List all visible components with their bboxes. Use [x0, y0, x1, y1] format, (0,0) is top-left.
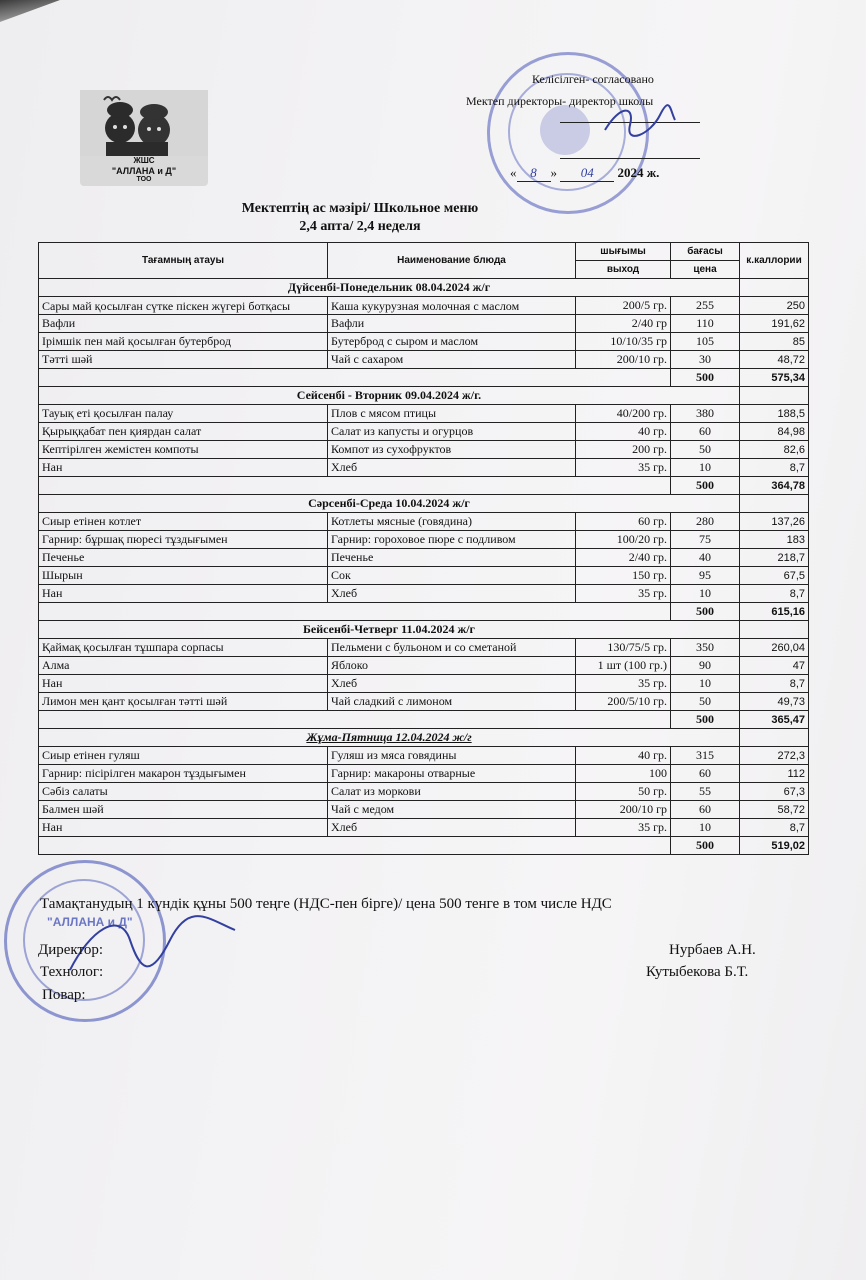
menu-item-row: [39, 333, 809, 351]
dish-name-kz: Шырын: [39, 567, 328, 585]
dish-yield: 200/5 гр.: [576, 297, 671, 315]
dish-kcal: 218,7: [740, 549, 809, 567]
header-price-kz: бағасы: [671, 243, 740, 261]
dish-name-ru: Котлеты мясные (говядина): [328, 513, 576, 531]
dish-yield: 60 гр.: [576, 513, 671, 531]
menu-item-row: [39, 405, 809, 423]
dish-name-kz: Алма: [39, 657, 328, 675]
dish-price: 10: [671, 585, 740, 603]
dish-price: 50: [671, 693, 740, 711]
dish-price: 40: [671, 549, 740, 567]
dish-kcal: 137,26: [740, 513, 809, 531]
dish-name-ru: Плов с мясом птицы: [328, 405, 576, 423]
dish-name-kz: Лимон мен қант қосылған тәтті шәй: [39, 693, 328, 711]
day-total-price: 500: [671, 477, 740, 495]
dish-name-kz: Сары май қосылған сүтке піскен жүгері ботқасы: [39, 297, 328, 315]
dish-kcal: 8,7: [740, 819, 809, 837]
day-header-row: [39, 387, 809, 405]
day-header-row: [39, 495, 809, 513]
dish-yield: 130/75/5 гр.: [576, 639, 671, 657]
day-header-row: [39, 729, 809, 747]
menu-item-row: [39, 315, 809, 333]
day-title-empty: [740, 279, 809, 297]
menu-item-row: [39, 639, 809, 657]
logo-text-line3: ТОО: [136, 176, 152, 183]
dish-yield: 2/40 гр: [576, 315, 671, 333]
dish-yield: 200/10 гр.: [576, 351, 671, 369]
dish-yield: 2/40 гр.: [576, 549, 671, 567]
dish-name-kz: Тәтті шәй: [39, 351, 328, 369]
approval-date: « 8 » 04 2024 ж.: [510, 165, 660, 180]
dish-name-ru: Сок: [328, 567, 576, 585]
dish-name-kz: Кептірілген жемістен компоты: [39, 441, 328, 459]
day-title: Сейсенбі - Вторник 09.04.2024 ж/г.: [39, 387, 740, 405]
dish-kcal: 8,7: [740, 459, 809, 477]
day-total-kcal: 365,47: [740, 711, 809, 729]
menu-item-row: [39, 783, 809, 801]
dish-name-kz: Қаймақ қосылған тұшпара сорпасы: [39, 639, 328, 657]
dish-kcal: 8,7: [740, 585, 809, 603]
dish-kcal: 58,72: [740, 801, 809, 819]
menu-item-row: [39, 351, 809, 369]
day-total-price: 500: [671, 837, 740, 855]
dish-name-ru: Компот из сухофруктов: [328, 441, 576, 459]
dish-name-ru: Салат из моркови: [328, 783, 576, 801]
dish-name-ru: Печенье: [328, 549, 576, 567]
dish-price: 60: [671, 765, 740, 783]
dish-name-ru: Яблоко: [328, 657, 576, 675]
day-total-price: 500: [671, 711, 740, 729]
dish-yield: 200 гр.: [576, 441, 671, 459]
dish-price: 50: [671, 441, 740, 459]
dish-name-kz: Нан: [39, 819, 328, 837]
menu-title: Мектептің ас мәзірі/ Школьное меню: [241, 201, 479, 216]
day-title-empty: [740, 729, 809, 747]
day-total-price: 500: [671, 603, 740, 621]
header-kcal: к.каллории: [740, 243, 809, 279]
day-total-kcal: 364,78: [740, 477, 809, 495]
director-name: Нурбаев А.Н.: [669, 942, 756, 958]
dish-kcal: 49,73: [740, 693, 809, 711]
dish-yield: 50 гр.: [576, 783, 671, 801]
company-logo: [80, 90, 208, 186]
total-empty: [39, 477, 671, 495]
dish-price: 10: [671, 459, 740, 477]
dish-yield: 200/10 гр: [576, 801, 671, 819]
dish-yield: 40 гр.: [576, 423, 671, 441]
dish-name-ru: Бутерброд с сыром и маслом: [328, 333, 576, 351]
date-day: 8: [517, 165, 551, 182]
day-title: Сәрсенбі-Среда 10.04.2024 ж/г: [39, 495, 740, 513]
menu-item-row: [39, 693, 809, 711]
menu-item-row: [39, 747, 809, 765]
dish-name-kz: Нан: [39, 585, 328, 603]
approval-agreed: Келісілген- согласовано: [532, 72, 654, 86]
dish-yield: 35 гр.: [576, 585, 671, 603]
dish-price: 380: [671, 405, 740, 423]
dish-yield: 1 шт (100 гр.): [576, 657, 671, 675]
day-title: Жұма-Пятница 12.04.2024 ж/г: [39, 729, 740, 747]
dish-kcal: 67,5: [740, 567, 809, 585]
day-total-row: [39, 837, 809, 855]
dish-yield: 100: [576, 765, 671, 783]
dish-name-kz: Қырыққабат пен қиярдан салат: [39, 423, 328, 441]
dish-name-kz: Сәбіз салаты: [39, 783, 328, 801]
dish-name-kz: Вафли: [39, 315, 328, 333]
dish-kcal: 82,6: [740, 441, 809, 459]
dish-name-ru: Хлеб: [328, 675, 576, 693]
date-year: 2024 ж.: [617, 165, 660, 180]
dish-price: 75: [671, 531, 740, 549]
day-title-empty: [740, 621, 809, 639]
dish-name-kz: Сиыр етінен гуляш: [39, 747, 328, 765]
menu-item-row: [39, 801, 809, 819]
approval-director: Мектеп директоры- директор школы: [466, 94, 654, 108]
dish-yield: 100/20 гр.: [576, 531, 671, 549]
dish-name-kz: Ірімшік пен май қосылған бутерброд: [39, 333, 328, 351]
logo-text-line1: ЖШС: [133, 156, 155, 165]
cook-label: Повар:: [42, 987, 86, 1003]
total-empty: [39, 837, 671, 855]
dish-price: 10: [671, 675, 740, 693]
dish-yield: 200/5/10 гр.: [576, 693, 671, 711]
day-total-price: 500: [671, 369, 740, 387]
stamp-line: [560, 158, 700, 159]
dish-name-kz: Нан: [39, 675, 328, 693]
photo-corner-shadow: [0, 0, 60, 22]
day-total-row: [39, 603, 809, 621]
dish-name-ru: Вафли: [328, 315, 576, 333]
dish-name-ru: Чай с медом: [328, 801, 576, 819]
dish-name-kz: Печенье: [39, 549, 328, 567]
dish-kcal: 250: [740, 297, 809, 315]
menu-item-row: [39, 423, 809, 441]
day-header-row: [39, 621, 809, 639]
day-total-row: [39, 477, 809, 495]
dish-name-ru: Чай с сахаром: [328, 351, 576, 369]
menu-item-row: [39, 675, 809, 693]
menu-item-row: [39, 297, 809, 315]
header-yield-ru: выход: [576, 261, 671, 279]
dish-name-ru: Пельмени с бульоном и со сметаной: [328, 639, 576, 657]
day-total-row: [39, 711, 809, 729]
dish-name-kz: Сиыр етінен котлет: [39, 513, 328, 531]
dish-name-ru: Гарнир: гороховое пюре с подливом: [328, 531, 576, 549]
dish-yield: 40/200 гр.: [576, 405, 671, 423]
header-name-kz: Тағамның атауы: [39, 243, 328, 279]
day-total-kcal: 575,34: [740, 369, 809, 387]
dish-kcal: 272,3: [740, 747, 809, 765]
technologist-label: Технолог:: [40, 964, 104, 980]
header-price-ru: цена: [671, 261, 740, 279]
dish-price: 255: [671, 297, 740, 315]
dish-price: 60: [671, 423, 740, 441]
dish-yield: 35 гр.: [576, 819, 671, 837]
dish-kcal: 183: [740, 531, 809, 549]
dish-price: 105: [671, 333, 740, 351]
day-header-row: [39, 279, 809, 297]
company-stamp-text: "АЛЛАНА и Д": [47, 915, 133, 929]
dish-price: 10: [671, 819, 740, 837]
price-note: Тамақтанудың 1 күндік құны 500 теңге (НДС-пен бірге)/ цена 500 тенге в том числе НДС: [40, 896, 612, 912]
dish-kcal: 67,3: [740, 783, 809, 801]
date-month: 04: [560, 165, 614, 182]
total-empty: [39, 711, 671, 729]
dish-kcal: 260,04: [740, 639, 809, 657]
menu-item-row: [39, 459, 809, 477]
dish-kcal: 8,7: [740, 675, 809, 693]
menu-item-row: [39, 819, 809, 837]
total-empty: [39, 603, 671, 621]
dish-name-ru: Каша кукурузная молочная с маслом: [328, 297, 576, 315]
dish-price: 90: [671, 657, 740, 675]
dish-kcal: 112: [740, 765, 809, 783]
dish-name-ru: Салат из капусты и огурцов: [328, 423, 576, 441]
dish-price: 315: [671, 747, 740, 765]
dish-yield: 40 гр.: [576, 747, 671, 765]
menu-item-row: [39, 567, 809, 585]
menu-item-row: [39, 513, 809, 531]
menu-item-row: [39, 657, 809, 675]
day-total-kcal: 519,02: [740, 837, 809, 855]
dish-price: 60: [671, 801, 740, 819]
dish-kcal: 188,5: [740, 405, 809, 423]
dish-kcal: 47: [740, 657, 809, 675]
dish-kcal: 48,72: [740, 351, 809, 369]
dish-kcal: 84,98: [740, 423, 809, 441]
day-title-empty: [740, 495, 809, 513]
day-title: Дүйсенбі-Понедельник 08.04.2024 ж/г: [39, 279, 740, 297]
dish-price: 30: [671, 351, 740, 369]
logo-text-line2: "АЛЛАНА и Д": [111, 166, 177, 176]
dish-name-ru: Хлеб: [328, 585, 576, 603]
header-yield-kz: шығымы: [576, 243, 671, 261]
dish-name-kz: Гарнир: пісірілген макарон тұздығымен: [39, 765, 328, 783]
menu-subtitle: 2,4 апта/ 2,4 неделя: [299, 219, 421, 234]
header-name-ru: Наименование блюда: [328, 243, 576, 279]
day-total-kcal: 615,16: [740, 603, 809, 621]
dish-name-ru: Гарнир: макароны отварные: [328, 765, 576, 783]
dish-name-kz: Тауық еті қосылған палау: [39, 405, 328, 423]
dish-kcal: 191,62: [740, 315, 809, 333]
dish-price: 95: [671, 567, 740, 585]
menu-item-row: [39, 441, 809, 459]
dish-yield: 35 гр.: [576, 459, 671, 477]
dish-yield: 35 гр.: [576, 675, 671, 693]
dish-price: 350: [671, 639, 740, 657]
day-title: Бейсенбі-Четверг 11.04.2024 ж/г: [39, 621, 740, 639]
dish-name-ru: Гуляш из мяса говядины: [328, 747, 576, 765]
menu-item-row: [39, 765, 809, 783]
dish-name-ru: Хлеб: [328, 459, 576, 477]
director-label: Директор:: [38, 942, 104, 958]
total-empty: [39, 369, 671, 387]
dish-name-kz: Балмен шәй: [39, 801, 328, 819]
dish-kcal: 85: [740, 333, 809, 351]
menu-item-row: [39, 549, 809, 567]
dish-yield: 150 гр.: [576, 567, 671, 585]
dish-price: 110: [671, 315, 740, 333]
technologist-name: Кутыбекова Б.Т.: [646, 964, 749, 980]
dish-price: 280: [671, 513, 740, 531]
dish-yield: 10/10/35 гр: [576, 333, 671, 351]
dish-name-kz: Гарнир: бұршақ пюресі тұздығымен: [39, 531, 328, 549]
director-signature: [600, 100, 680, 140]
dish-name-ru: Хлеб: [328, 819, 576, 837]
day-title-empty: [740, 387, 809, 405]
menu-item-row: [39, 531, 809, 549]
dish-name-kz: Нан: [39, 459, 328, 477]
day-total-row: [39, 369, 809, 387]
dish-price: 55: [671, 783, 740, 801]
menu-item-row: [39, 585, 809, 603]
menu-table: [38, 242, 809, 855]
dish-name-ru: Чай сладкий с лимоном: [328, 693, 576, 711]
